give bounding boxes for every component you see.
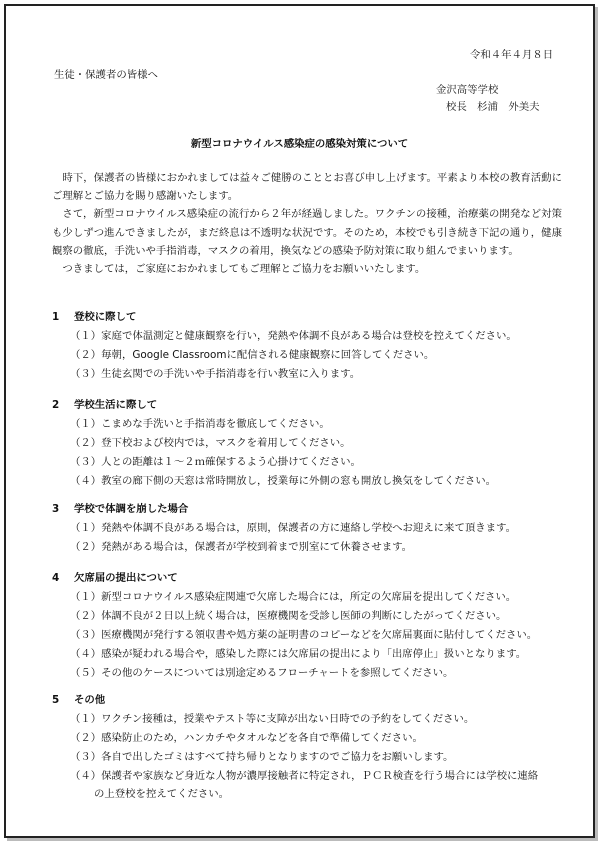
list-item: （２）登下校および校内では，マスクを着用してください。 <box>70 437 351 449</box>
section-2 <box>52 397 572 491</box>
document-date: 令和４年４月８日 <box>470 49 554 61</box>
list-item: （４）教室の廊下側の天窓は常時開放し，授業毎に外側の窓も開放し換気をしてください。 <box>70 475 497 487</box>
section-number: 1 <box>52 311 60 323</box>
intro-paragraph: 時下，保護者の皆様におかれましては益々ご健勝のこととお喜び申し上げます。平素より本校の教育活動にご理解とご協力を賜り感謝いたします。 <box>52 172 562 203</box>
list-item: （３）医療機関が発行する領収書や処方薬の証明書のコピーなどを欠席届裏面に貼付してください。 <box>70 629 538 641</box>
list-item: （４）感染が疑われる場合や，感染した際には欠席届の提出により「出席停止」扱いとなります。 <box>70 648 527 660</box>
section-title: 学校生活に際して <box>74 399 158 411</box>
principal-name: 校長 杉浦 外美夫 <box>446 101 540 113</box>
list-item: （１）発熱や体調不良がある場合は，原則，保護者の方に連絡し学校へお迎えに来て頂きます。 <box>70 522 516 534</box>
section-4 <box>52 570 572 683</box>
list-item: （２）体調不良が２日以上続く場合は，医療機関を受診し医師の判断にしたがってください。 <box>70 610 507 622</box>
section-5 <box>52 692 572 802</box>
recipient-line: 生徒・保護者の皆様へ <box>54 69 158 81</box>
section-heading <box>52 397 572 413</box>
section-title: 欠席届の提出について <box>74 572 178 584</box>
section-3 <box>52 501 572 557</box>
list-item: （２）発熱がある場合は，保護者が学校到着まで別室にて休養させます。 <box>70 541 413 553</box>
list-item: （１）家庭で体温測定と健康観察を行い，発熱や体調不良がある場合は登校を控えてください。 <box>70 330 517 342</box>
section-title: その他 <box>74 694 106 706</box>
section-number: 5 <box>52 694 60 706</box>
list-item: （４）保護者や家族など身近な人物が濃厚接触者に特定され，ＰＣＲ検査を行う場合には学校に連絡 <box>70 770 539 782</box>
document-title: 新型コロナウイルス感染症の感染対策について <box>190 138 409 150</box>
section-number: 2 <box>52 399 60 411</box>
intro-paragraph: さて，新型コロナウイルス感染症の流行から２年が経過しました。ワクチンの接種，治療薬の開発など対策も少しずつ進んできましたが，まだ終息は不透明な状況です。そのため，本校でも引き続き下記の通り，健康観察の徹底，手洗いや手指消毒，マスクの着用，換気などの感染予防対策に取り組んでまいります。 <box>52 208 562 257</box>
section-title: 登校に際して <box>74 311 137 323</box>
section-heading <box>52 501 572 517</box>
list-item-continuation: の上登校を控えてください。 <box>94 788 230 800</box>
list-item: （３）生徒玄関での手洗いや手指消毒を行い教室に入ります。 <box>70 368 361 380</box>
section-number: 4 <box>52 572 60 584</box>
list-item: （１）こまめな手洗いと手指消毒を徹底してください。 <box>70 418 330 430</box>
list-item: （１）新型コロナウイルス感染症関連で欠席した場合には，所定の欠席届を提出してください。 <box>70 591 517 603</box>
list-item: （１）ワクチン接種は，授業やテスト等に支障が出ない日時での予約をしてください。 <box>70 713 475 725</box>
list-item: （５）その他のケースについては別途定めるフローチャートを参照してください。 <box>70 667 454 679</box>
list-item: （２）毎朝，Google Classroomに配信される健康観察に回答してください。 <box>70 349 435 361</box>
list-item: （３）各自で出したゴミはすべて持ち帰りとなりますのでご協力をお願いします。 <box>70 751 454 763</box>
section-heading <box>52 570 572 586</box>
section-1 <box>52 309 572 384</box>
intro-paragraph: つきましては，ご家庭におかれましてもご理解とご協力をお願いいたします。 <box>62 263 426 276</box>
school-name: 金沢高等学校 <box>436 84 499 96</box>
intro-body <box>52 169 562 278</box>
section-heading <box>52 692 572 708</box>
list-item: （２）感染防止のため，ハンカチやタオルなどを各自で準備してください。 <box>70 732 423 744</box>
section-number: 3 <box>52 503 60 515</box>
list-item: （３）人との距離は１～２ｍ確保するよう心掛けてください。 <box>70 456 361 468</box>
section-heading <box>52 309 572 325</box>
section-title: 学校で体調を崩した場合 <box>74 503 189 515</box>
